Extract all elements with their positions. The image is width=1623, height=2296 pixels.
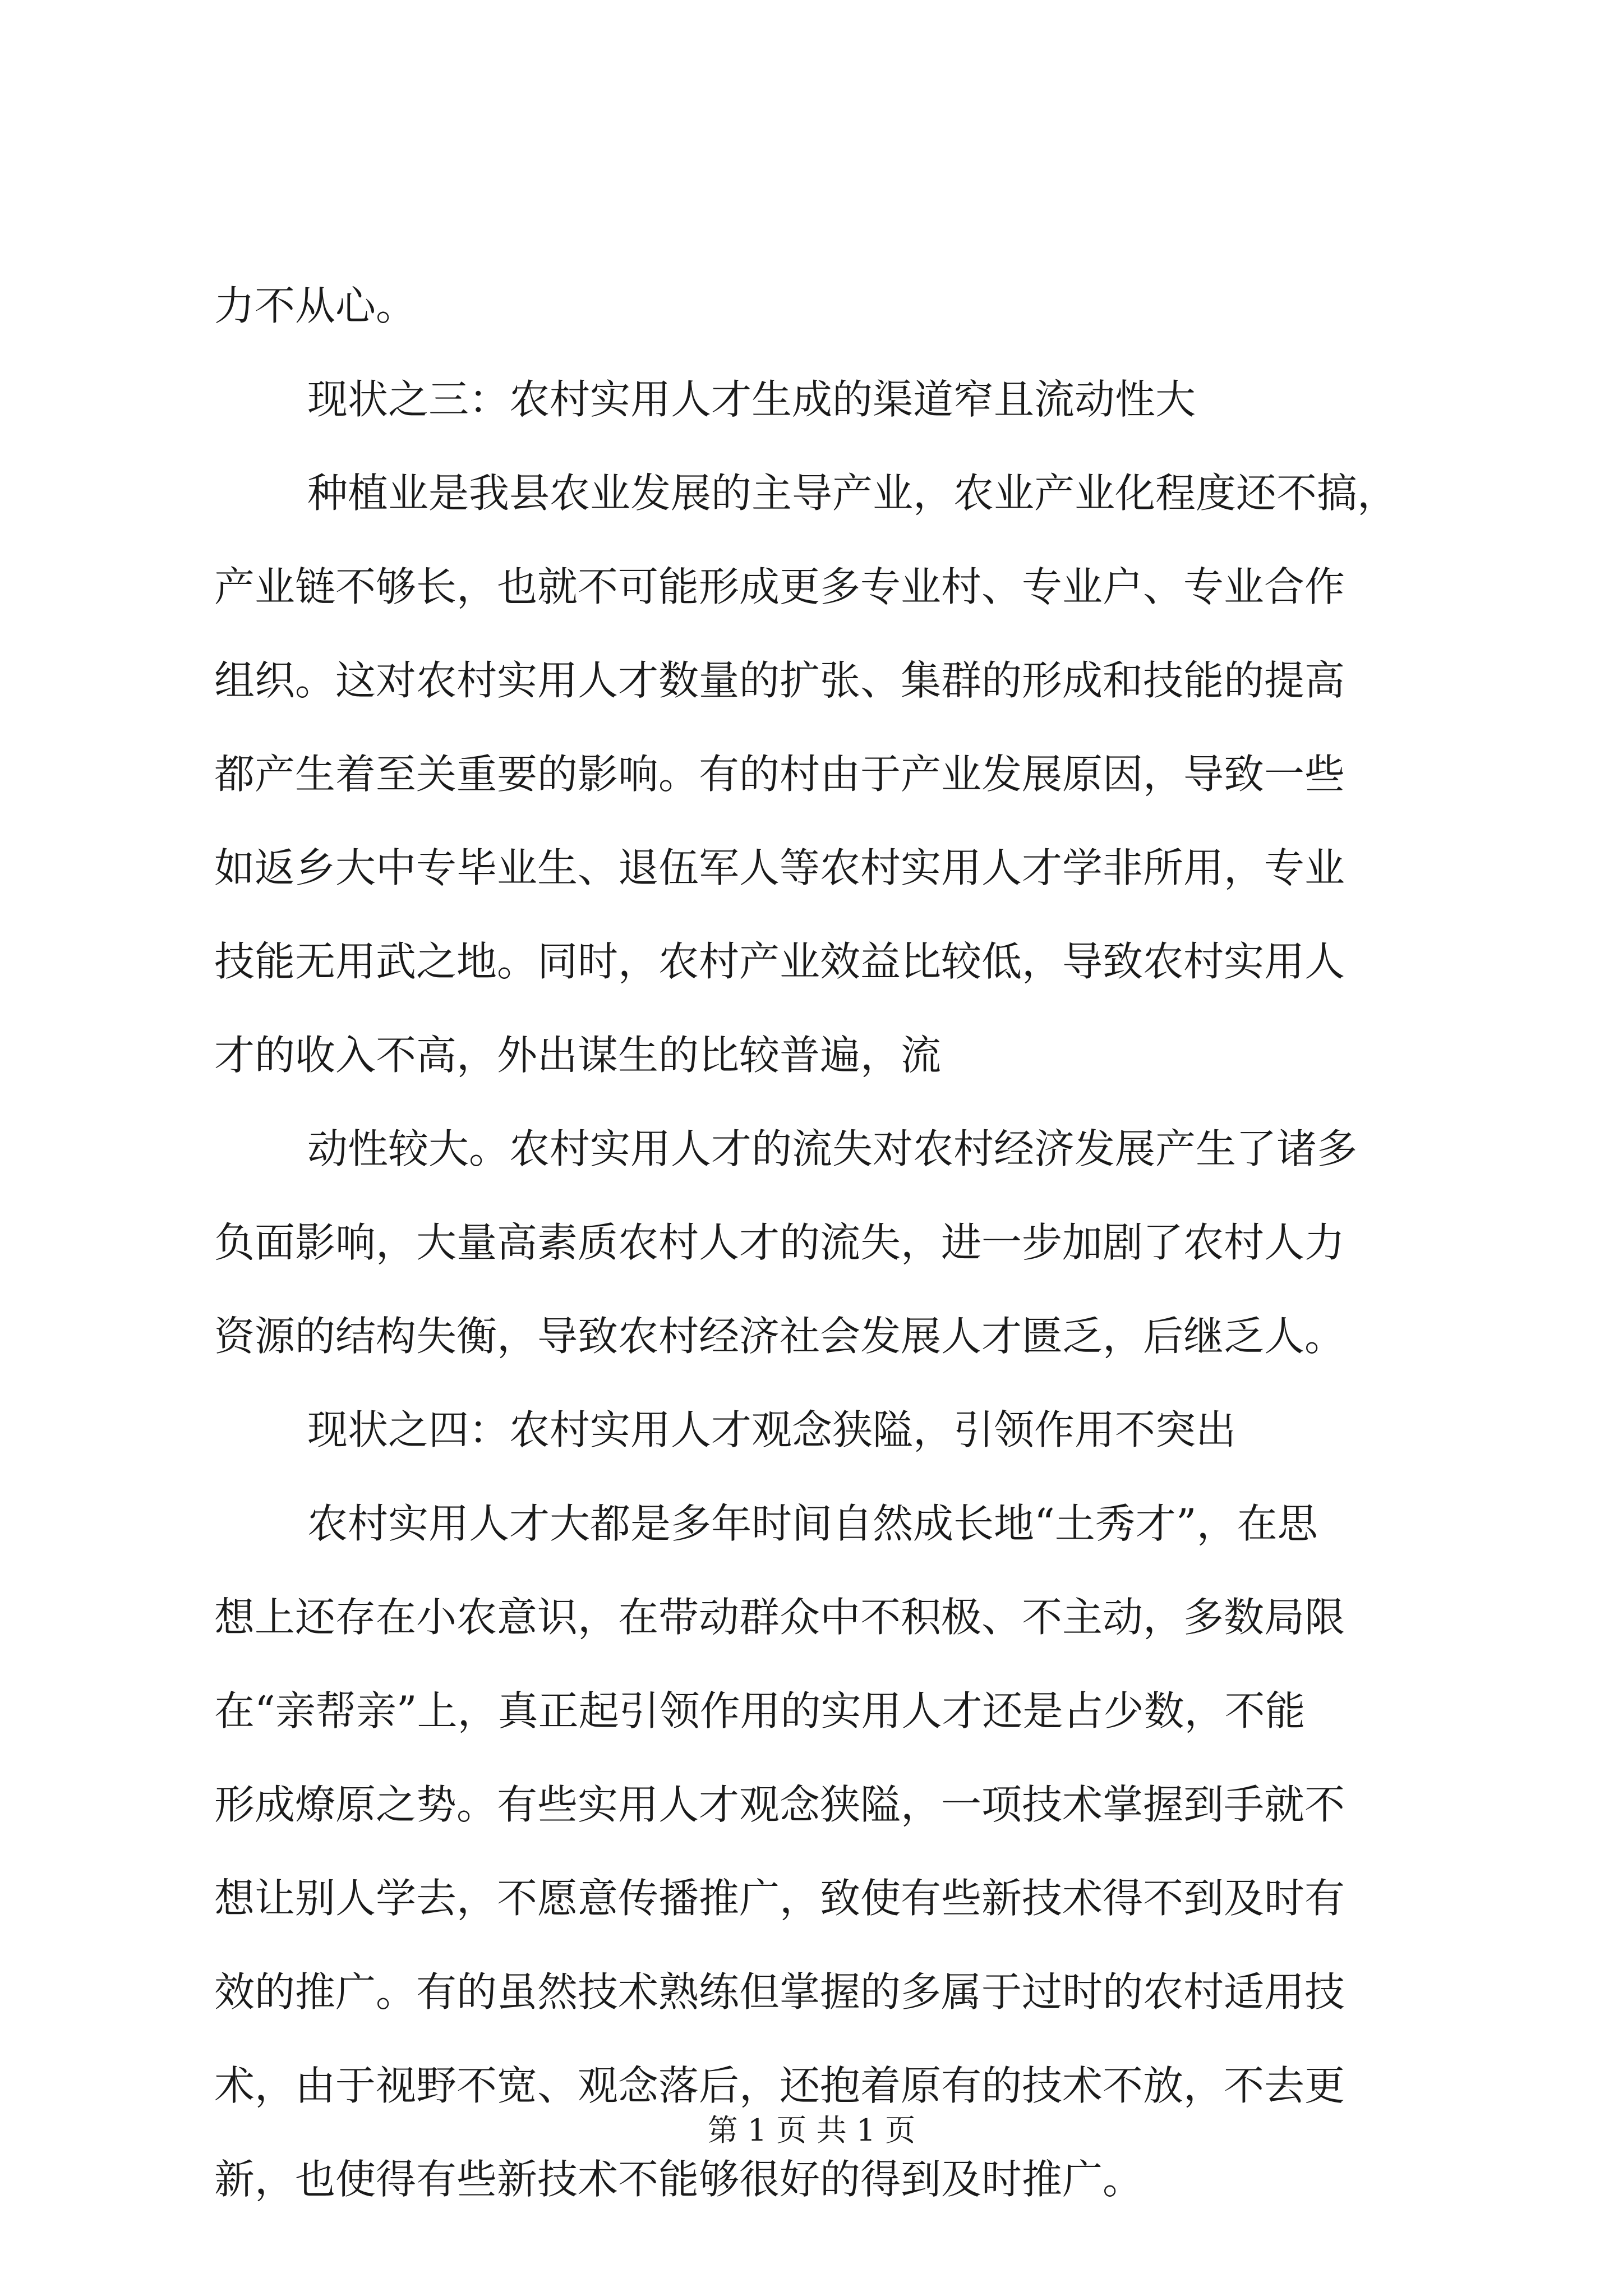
paragraph-line: 动性较大。农村实用人才的流失对农村经济发展产生了诸多: [307, 1125, 1358, 1172]
paragraph-line: 想让别人学去，不愿意传播推广，致使有些新技术得不到及时有: [214, 1875, 1345, 1922]
paragraph-line: 术，由于视野不宽、观念落后，还抱着原有的技术不放，不去更: [214, 2062, 1345, 2109]
paragraph-line: 形成燎原之势。有些实用人才观念狭隘，一项技术掌握到手就不: [214, 1781, 1345, 1828]
paragraph-line: 负面影响，大量高素质农村人才的流失，进一步加剧了农村人力: [214, 1219, 1345, 1266]
section-heading: 现状之四：农村实用人才观念狭隘，引领作用不突出: [307, 1406, 1237, 1453]
paragraph-line: 新，也使得有些新技术不能够很好的得到及时推广。: [214, 2156, 1144, 2203]
page-footer: 第 1 页 共 1 页: [707, 2113, 916, 2148]
paragraph-line: 力不从心。: [214, 282, 417, 329]
paragraph-line: 种植业是我县农业发展的主导产业，农业产业化程度还不搞，: [307, 470, 1398, 517]
paragraph-line: 都产生着至关重要的影响。有的村由于产业发展原因，导致一些: [214, 751, 1345, 798]
paragraph-line: 产业链不够长，也就不可能形成更多专业村、专业户、专业合作: [214, 563, 1345, 610]
paragraph-line: 在“亲帮亲”上，真正起引领作用的实用人才还是占少数，不能: [214, 1687, 1306, 1734]
section-heading: 现状之三：农村实用人才生成的渠道窄且流动性大: [307, 376, 1196, 423]
paragraph-line: 组织。这对农村实用人才数量的扩张、集群的形成和技能的提高: [214, 657, 1345, 704]
paragraph-line: 农村实用人才大都是多年时间自然成长地“土秀才”，在思: [307, 1500, 1318, 1547]
document-body: [214, 259, 1448, 2226]
paragraph-line: 想上还存在小农意识，在带动群众中不积极、不主动，多数局限: [214, 1594, 1345, 1641]
paragraph-line: 资源的结构失衡，导致农村经济社会发展人才匮乏，后继乏人。: [214, 1313, 1345, 1360]
paragraph-line: 技能无用武之地。同时，农村产业效益比较低，导致农村实用人: [214, 938, 1345, 985]
paragraph-line: 效的推广。有的虽然技术熟练但掌握的多属于过时的农村适用技: [214, 1968, 1345, 2016]
paragraph-line: 如返乡大中专毕业生、退伍军人等农村实用人才学非所用，专业: [214, 844, 1345, 891]
paragraph-line: 才的收入不高，外出谋生的比较普遍，流: [214, 1032, 942, 1079]
